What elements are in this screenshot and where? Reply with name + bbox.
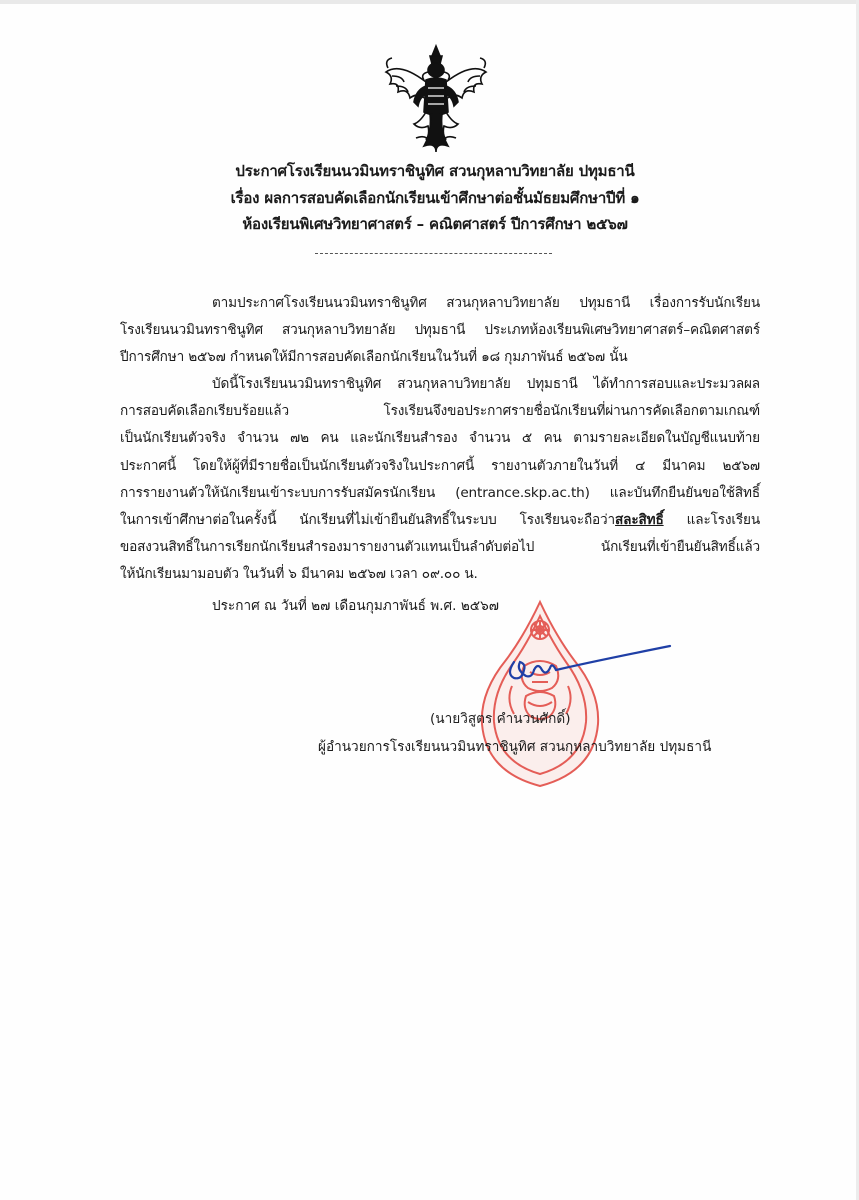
paragraph1-line-3: ปีการศึกษา ๒๕๖๗ กำหนดให้มีการสอบคัดเลือกนักเรียนในวันที่ ๑๘ กุมภาพันธ์ ๒๕๖๗ นั้น [120, 349, 628, 366]
forfeit-emphasis: สละสิทธิ์ [615, 511, 664, 528]
heading-line-2: เรื่อง ผลการสอบคัดเลือกนักเรียนเข้าศึกษาต่อชั้นมัธยมศึกษาปีที่ ๑ [230, 188, 640, 207]
paragraph2-line-8: ให้นักเรียนมามอบตัว ในวันที่ ๖ มีนาคม ๒๕๖๗ เวลา ๐๙.๐๐ น. [120, 565, 478, 582]
scan-edge-top [0, 0, 859, 4]
paragraph2-line-4: ประกาศนี้ โดยให้ผู้ที่มีรายชื่อเป็นนักเรียนตัวจริงในประกาศนี้ รายงานตัวภายในวันที่ ๔ มีนาคม ๒๕๖๗ [120, 457, 760, 474]
signer-position: ผู้อำนวยการโรงเรียนนวมินทราชินูทิศ สวนกุหลาบวิทยาลัย ปทุมธานี [318, 739, 712, 755]
garuda-emblem-icon [380, 42, 492, 154]
announcement-body [120, 290, 760, 588]
heading-divider [315, 253, 552, 254]
school-seal-icon [466, 596, 614, 796]
line6-text-after: และโรงเรียน [663, 511, 760, 528]
document-heading [120, 158, 750, 238]
paragraph1-line-1: ตามประกาศโรงเรียนนวมินทราชินูทิศ สวนกุหลาบวิทยาลัย ปทุมธานี เรื่องการรับนักเรียน [212, 295, 760, 311]
signature-mark [500, 640, 675, 690]
paragraph2-line-7: ขอสงวนสิทธิ์ในการเรียกนักเรียนสำรองมารายงานตัวแทนเป็นลำดับต่อไป นักเรียนที่เข้ายืนยันสิทธิ์แล้ว [120, 538, 760, 555]
signer-name: (นายวิสูตร คำนวนศักดิ์) [430, 711, 571, 727]
paragraph2-line-2: การสอบคัดเลือกเรียบร้อยแล้ว โรงเรียนจึงขอประกาศรายชื่อนักเรียนที่ผ่านการคัดเลือกตามเกณฑ์ [120, 403, 760, 420]
paragraph2-line-6 [120, 507, 760, 534]
line6-text-before: ในการเข้าศึกษาต่อในครั้งนี้ นักเรียนที่ไม่เข้ายืนยันสิทธิ์ในระบบ โรงเรียนจะถือว่า [120, 511, 616, 528]
paragraph2-line-3: เป็นนักเรียนตัวจริง จำนวน ๗๒ คน และนักเรียนสำรอง จำนวน ๕ คน ตามรายละเอียดในบัญชีแนบท้าย [120, 430, 760, 447]
heading-line-3: ห้องเรียนพิเศษวิทยาศาสตร์ – คณิตศาสตร์ ปีการศึกษา ๒๕๖๗ [242, 215, 628, 233]
heading-line-1: ประกาศโรงเรียนนวมินทราชินูทิศ สวนกุหลาบวิทยาลัย ปทุมธานี [235, 162, 635, 180]
paragraph2-line-5: การรายงานตัวให้นักเรียนเข้าระบบการรับสมัครนักเรียน (entrance.skp.ac.th) และบันทึกยืนยันขอใช้สิทธิ์ [120, 484, 760, 501]
announcement-date: ประกาศ ณ วันที่ ๒๗ เดือนกุมภาพันธ์ พ.ศ. ๒๕๖๗ [212, 598, 499, 614]
paragraph2-line-1: บัดนี้โรงเรียนนวมินทราชินูทิศ สวนกุหลาบวิทยาลัย ปทุมธานี ได้ทำการสอบและประมวลผล [212, 376, 760, 393]
paragraph1-line-2: โรงเรียนนวมินทราชินูทิศ สวนกุหลาบวิทยาลัย ปทุมธานี ประเภทห้องเรียนพิเศษวิทยาศาสตร์–คณิตศาสตร์ [120, 322, 760, 339]
